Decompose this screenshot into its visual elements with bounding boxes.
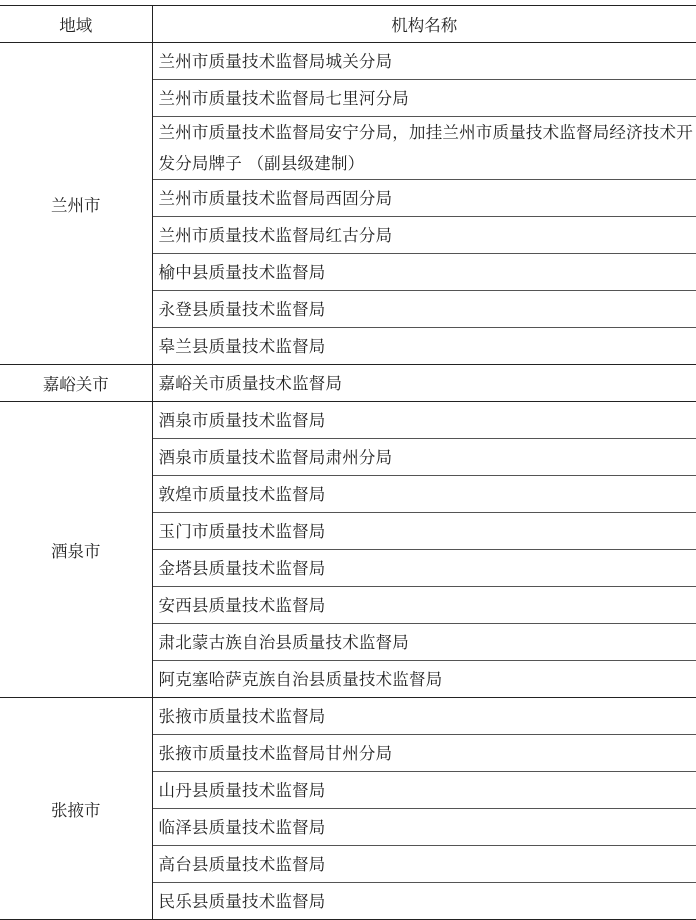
region-cell: 酒泉市 bbox=[0, 402, 152, 698]
organization-cell: 兰州市质量技术监督局七里河分局 bbox=[152, 80, 696, 117]
organization-cell: 阿克塞哈萨克族自治县质量技术监督局 bbox=[152, 661, 696, 698]
organization-cell: 张掖市质量技术监督局甘州分局 bbox=[152, 735, 696, 772]
organization-cell: 酒泉市质量技术监督局肃州分局 bbox=[152, 439, 696, 476]
column-header-organization: 机构名称 bbox=[152, 6, 696, 43]
column-header-region: 地域 bbox=[0, 6, 152, 43]
organization-cell: 兰州市质量技术监督局西固分局 bbox=[152, 180, 696, 217]
organization-cell: 玉门市质量技术监督局 bbox=[152, 513, 696, 550]
region-cell: 兰州市 bbox=[0, 43, 152, 365]
organization-cell: 临泽县质量技术监督局 bbox=[152, 809, 696, 846]
table-row bbox=[0, 365, 696, 402]
organization-cell: 高台县质量技术监督局 bbox=[152, 846, 696, 883]
organization-cell: 肃北蒙古族自治县质量技术监督局 bbox=[152, 624, 696, 661]
table-header-row bbox=[0, 6, 696, 43]
organization-cell: 兰州市质量技术监督局红古分局 bbox=[152, 217, 696, 254]
organization-cell: 安西县质量技术监督局 bbox=[152, 587, 696, 624]
region-cell: 嘉峪关市 bbox=[0, 365, 152, 402]
region-cell: 张掖市 bbox=[0, 698, 152, 920]
organization-cell: 永登县质量技术监督局 bbox=[152, 291, 696, 328]
organization-cell: 皋兰县质量技术监督局 bbox=[152, 328, 696, 365]
organization-cell: 民乐县质量技术监督局 bbox=[152, 883, 696, 920]
table-row bbox=[0, 698, 696, 735]
table-body bbox=[0, 43, 696, 920]
organization-cell: 兰州市质量技术监督局城关分局 bbox=[152, 43, 696, 80]
organization-table bbox=[0, 5, 696, 920]
organization-cell: 金塔县质量技术监督局 bbox=[152, 550, 696, 587]
organization-cell: 山丹县质量技术监督局 bbox=[152, 772, 696, 809]
table-row bbox=[0, 43, 696, 80]
organization-cell: 榆中县质量技术监督局 bbox=[152, 254, 696, 291]
organization-cell: 兰州市质量技术监督局安宁分局，加挂兰州市质量技术监督局经济技术开发分局牌子 （副县级建制） bbox=[152, 117, 696, 180]
organization-cell: 嘉峪关市质量技术监督局 bbox=[152, 365, 696, 402]
table-row bbox=[0, 402, 696, 439]
organization-cell: 敦煌市质量技术监督局 bbox=[152, 476, 696, 513]
organization-cell: 张掖市质量技术监督局 bbox=[152, 698, 696, 735]
organization-cell: 酒泉市质量技术监督局 bbox=[152, 402, 696, 439]
